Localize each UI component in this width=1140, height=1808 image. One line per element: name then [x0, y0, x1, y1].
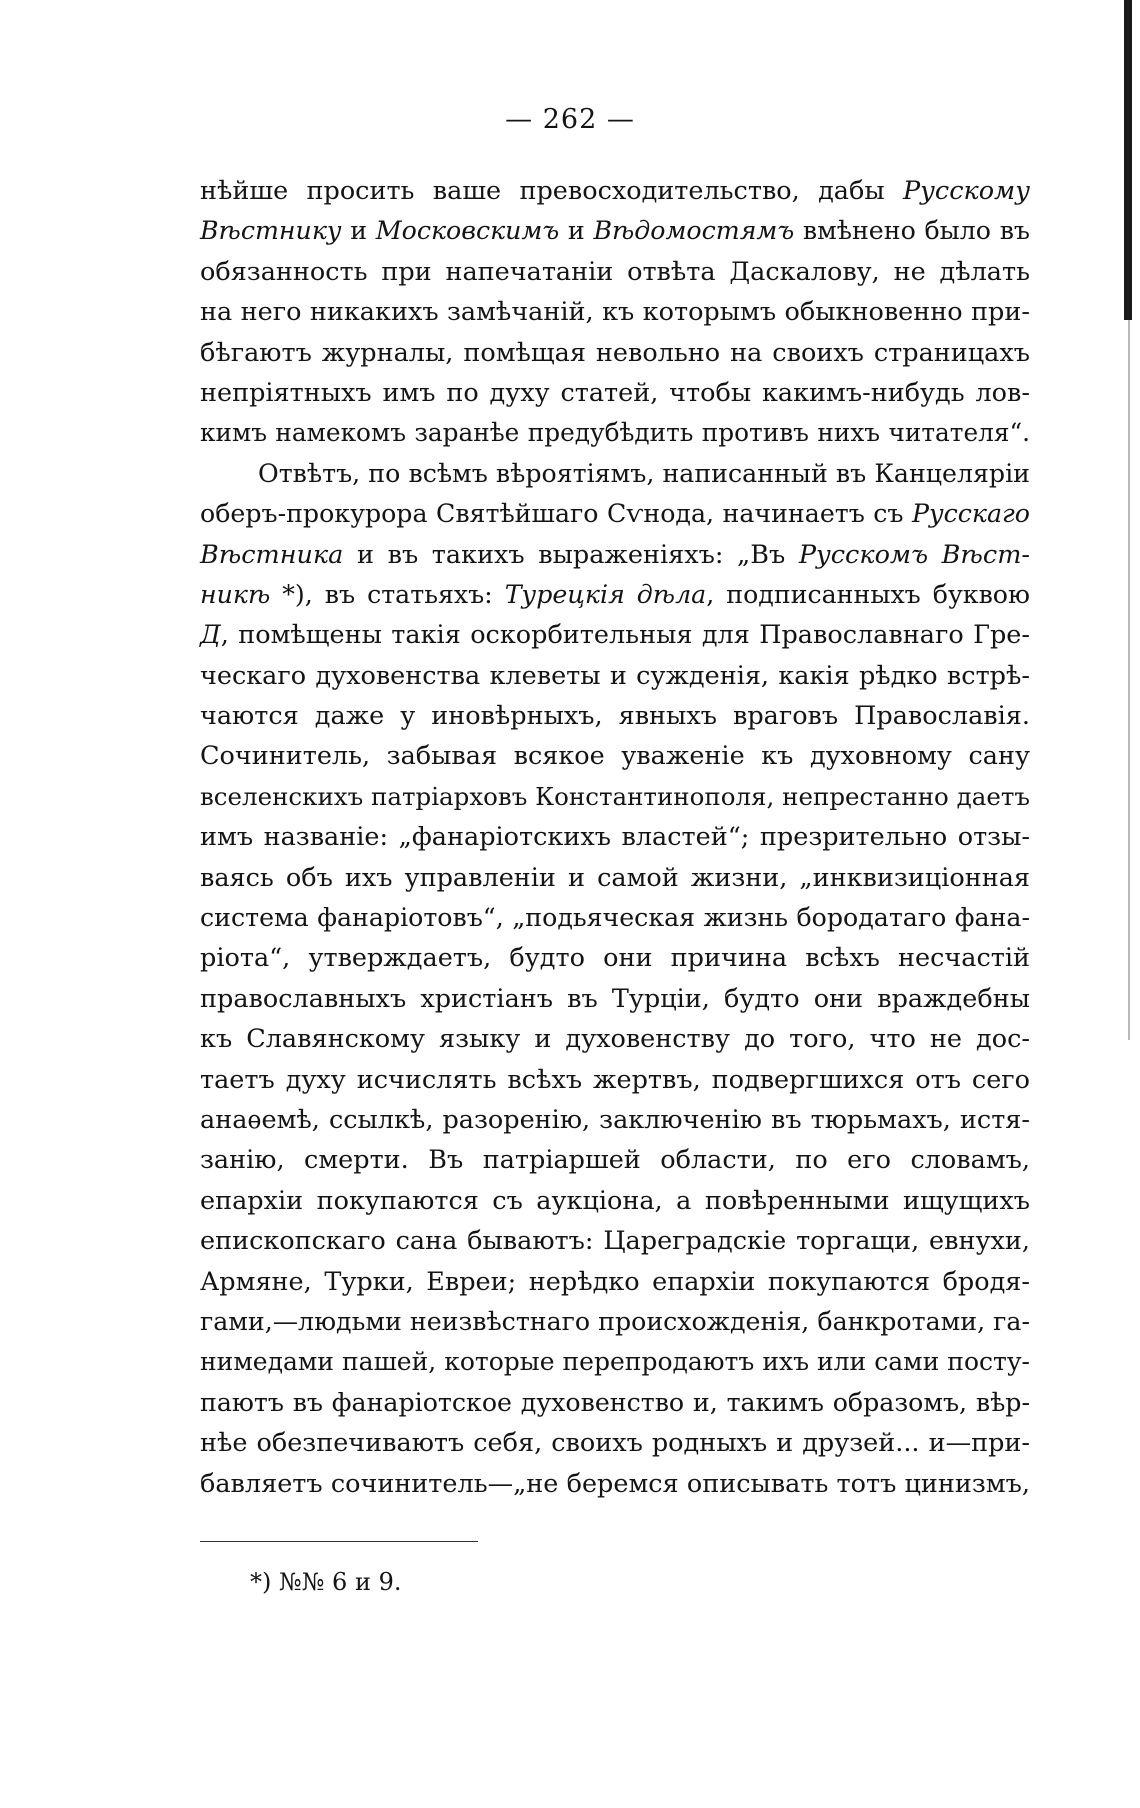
text-line [200, 1302, 1030, 1342]
text-run: бавляетъ сочинитель—„не беремся описывать тотъ цинизмъ, [200, 1468, 1030, 1499]
text-line [200, 1262, 1030, 1302]
text-line [200, 979, 1030, 1019]
text-run: занію, смерти. Въ патріаршей области, по его словамъ, [200, 1145, 1030, 1176]
text-line [200, 1342, 1030, 1382]
text-run: вселенскихъ патріарховъ Константинополя, непрестанно даетъ [200, 781, 1030, 811]
text-line [200, 817, 1030, 857]
text-run: епархіи покупаются съ аукціона, а повѣренными ищущихъ [200, 1185, 1030, 1216]
text-run: паютъ въ фанаріотское духовенство и, такимъ образомъ, вѣр- [200, 1387, 1030, 1417]
text-run: , подписанныхъ буквою [706, 579, 1030, 609]
text-run: гами,—людьми неизвѣстнаго происхожденія, банкротами, га- [200, 1306, 1030, 1336]
text-run: и въ такихъ выраженіяхъ: „Въ [343, 539, 799, 570]
text-run: и [559, 216, 594, 246]
text-run: бѣгаютъ журналы, помѣщая невольно на своихъ страницахъ [200, 337, 1030, 368]
text-line [200, 1019, 1030, 1059]
text-line [200, 454, 1030, 494]
page-edge-line [1128, 320, 1130, 1040]
text-run: таетъ духу исчислять всѣхъ жертвъ, подвергшихся отъ сего [200, 1064, 1030, 1095]
text-run: нѣе обезпечиваютъ себя, своихъ родныхъ и друзей... и—при- [200, 1428, 1030, 1459]
italic-run: Вѣстника [200, 539, 344, 570]
text-line [200, 777, 1030, 817]
text-line [200, 1181, 1030, 1221]
text-line [200, 656, 1030, 696]
text-run: оберъ-прокурора Святѣйшаго Сѵнода, начинаетъ съ [200, 499, 912, 529]
text-run: православныхъ христіанъ въ Турціи, будто они враждебны [200, 983, 1030, 1014]
text-run: Армяне, Турки, Евреи; нерѣдко епархіи покупаются бродя- [200, 1266, 1030, 1297]
text-run: анаѳемѣ, ссылкѣ, разоренію, заключенію въ тюрьмахъ, истя- [200, 1104, 1030, 1135]
text-line [200, 615, 1030, 655]
text-run: чаются даже у иновѣрныхъ, явныхъ враговъ Православія. [200, 701, 1030, 732]
text-line [200, 575, 1030, 615]
text-line [200, 535, 1030, 575]
text-line [200, 696, 1030, 736]
text-run: Сочинитель, забывая всякое уваженіе къ духовному сану [200, 741, 1030, 772]
text-line [200, 1060, 1030, 1100]
italic-run: никѣ [200, 579, 271, 609]
text-run: и [341, 216, 376, 246]
text-line [200, 333, 1030, 373]
text-run: непріятныхъ имъ по духу статей, чтобы какимъ-нибудь лов- [200, 377, 1030, 408]
text-line [200, 171, 1030, 211]
italic-run: Вѣдомостямъ [593, 216, 795, 246]
text-run: ческаго духовенства клеветы и сужденія, какія рѣдко встрѣ- [200, 660, 1030, 691]
text-line [200, 292, 1030, 332]
text-line [200, 858, 1030, 898]
text-line [200, 1464, 1030, 1504]
text-run: на него никакихъ замѣчаній, къ которымъ обыкновенно при- [200, 297, 1030, 328]
text-run: епископскаго сана бываютъ: Цареградскіе торгащи, евнухи, [200, 1226, 1030, 1257]
text-run: ріота“, утверждаетъ, будто они причина всѣхъ несчастій [200, 943, 1030, 974]
text-run: нимедами пашей, которые перепродаютъ ихъ или сами посту- [200, 1347, 1030, 1377]
text-line [200, 252, 1030, 292]
text-line [200, 1383, 1030, 1423]
italic-run: Русскому [902, 176, 1030, 206]
text-run: имъ названіе: „фанаріотскихъ властей“; презрительно отзы- [200, 822, 1030, 853]
italic-run: Русскаго [911, 499, 1030, 529]
text-line [200, 898, 1030, 938]
italic-run: Русскомъ Вѣст- [798, 539, 1030, 570]
text-run: обязанность при напечатаніи отвѣта Даскалову, не дѣлать [200, 256, 1030, 287]
text-line [200, 1140, 1030, 1180]
italic-run: Турецкія дѣла [504, 579, 707, 609]
text-run: , помѣщены такія оскорбительныя для Православнаго Гре- [220, 620, 1030, 651]
text-run: кимъ намекомъ заранѣе предубѣдить противъ нихъ читателя“. [200, 418, 1030, 448]
text-line [200, 1221, 1030, 1261]
text-run: система фанаріотовъ“, „подьяческая жизнь бородатаго фана- [200, 903, 1030, 933]
text-run: Отвѣтъ, по всѣмъ вѣроятіямъ, написанный въ Канцеляріи [258, 458, 1030, 488]
text-line [200, 1423, 1030, 1463]
text-run: нѣйше просить ваше превосходительство, дабы [200, 176, 903, 206]
italic-run: Д [200, 620, 221, 651]
footnote: *) №№ 6 и 9. [250, 1568, 402, 1596]
text-run: вмѣнено было въ [794, 216, 1030, 246]
italic-run: Московскимъ [375, 216, 560, 246]
text-run: къ Славянскому языку и духовенству до того, что не дос- [200, 1024, 1030, 1055]
body-text [200, 171, 1030, 1504]
text-line [200, 938, 1030, 978]
text-line [200, 413, 1030, 453]
text-line [200, 494, 1030, 534]
page-edge-shadow [1124, 0, 1132, 320]
text-line [200, 1100, 1030, 1140]
footnote-rule [200, 1541, 478, 1542]
italic-run: Вѣстнику [200, 216, 342, 246]
text-line [200, 211, 1030, 251]
text-run: *), въ статьяхъ: [270, 579, 505, 609]
text-line [200, 736, 1030, 776]
text-line [200, 373, 1030, 413]
page-number: — 262 — [505, 104, 635, 135]
text-run: ваясь объ ихъ управленіи и самой жизни, „инквизиціонная [200, 862, 1030, 893]
